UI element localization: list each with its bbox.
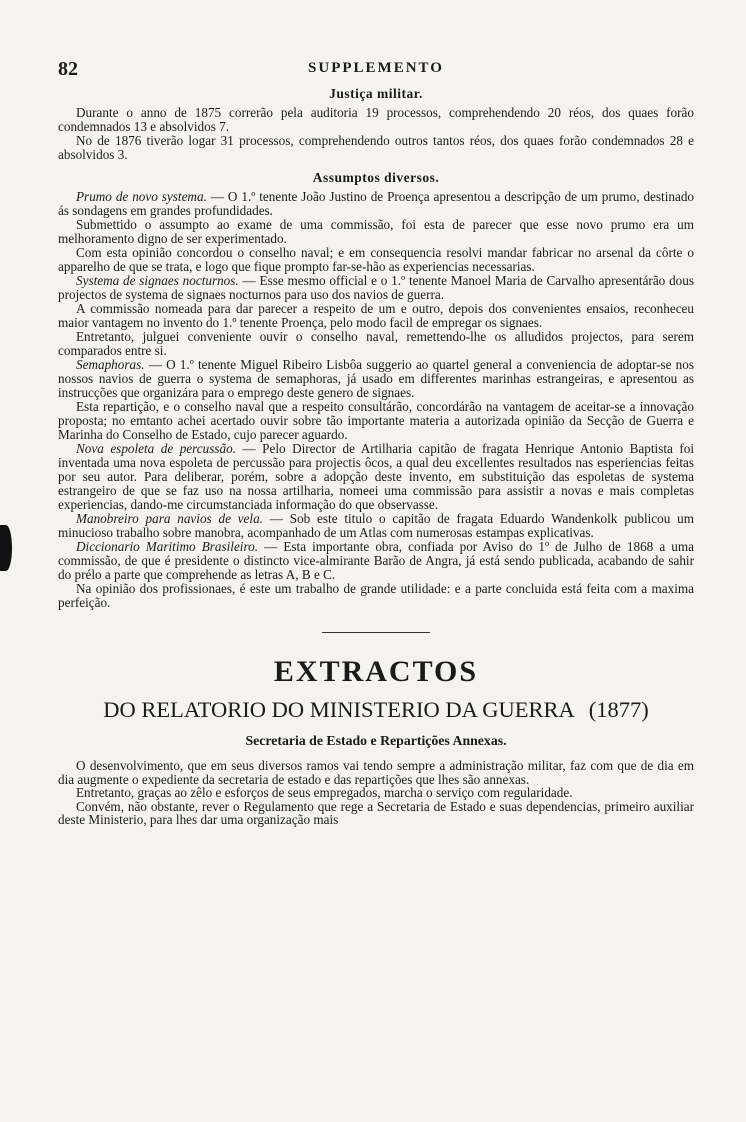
paragraph: Submettido o assumpto ao exame de uma commissão, foi esta de parecer que esse novo prumo era um melhoramento digno de ser experimentado. — [58, 217, 694, 246]
paragraph-lead: Prumo de novo systema. — [76, 189, 207, 204]
bleed-through-mark — [0, 525, 12, 571]
page-number: 82 — [58, 58, 78, 80]
paragraph — [58, 512, 694, 540]
paragraph-lead: Systema de signaes nocturnos. — [76, 273, 239, 288]
paragraph: Entretanto, julguei conveniente ouvir o conselho naval, remettendo-lhe os alludidos projectos, para serem comparados entre si. — [58, 329, 694, 358]
paragraph: Durante o anno de 1875 correrão pela auditoria 19 processos, comprehendendo 20 réos, dos quaes forão condemnados 13 e absolvidos 7. — [58, 105, 694, 134]
section-title-secretaria: Secretaria de Estado e Repartições Annexas. — [245, 733, 507, 748]
extractos-title: EXTRACTOS — [273, 655, 479, 688]
paragraph-text: — Esse mesmo official e o 1.º tenente Manoel Maria de Carvalho apresentárão dous projectos de systema de signaes nocturnos para uso dos navios de guerra. — [58, 273, 694, 302]
paragraph-lead: Semaphoras. — [76, 357, 145, 372]
paragraph-text: — Sob este titulo o capitão de fragata Eduardo Wandenkolk publicou um minucioso trabalho sobre manobra, acompanhado de um Atlas com numerosas estampas explicativas. — [58, 511, 694, 540]
paragraph-text: — Pelo Director de Artilharia capitão de fragata Henrique Antonio Baptista foi inventada uma nova espoleta de percussão para projectis ôcos, a qual deu excellentes resultados nas esperiencias feitas por seu autor. Para deliberar, porém, sobre a adopção deste invento, em substituição das espoletas de systema estrangeiro de que se faz uso na nossa artilharia, nomeei uma commissão para assistir a novas e mais completas experiencias, dando-me circumstanciada informação do que observasse. — [58, 441, 694, 512]
paragraph-lead: Diccionario Maritimo Brasileiro. — [76, 539, 258, 554]
page-header — [58, 58, 694, 82]
extractos-body — [58, 759, 694, 827]
section-title-justica: Justiça militar. — [329, 86, 423, 101]
report-title — [58, 697, 694, 723]
report-title-text: DO RELATORIO DO MINISTERIO DA GUERRA — [103, 697, 575, 722]
paragraph — [58, 190, 694, 218]
paragraph: O desenvolvimento, que em seus diversos ramos vai tendo sempre a administração militar, faz com que de dia em dia augmente o expediente da secretaria de estado e das repartições que lhes são annexas. — [58, 758, 694, 787]
paragraph-text: — O 1.º tenente Miguel Ribeiro Lisbôa suggerio ao quartel general a conveniencia de adoptar-se nos nossos navios de guerra o systema de semaphoras, já usado em differentes marinhas estrangeiras, e apresentou as instrucções que organizára para o emprego deste genero de signaes. — [58, 357, 694, 400]
paragraph: No de 1876 tiverão logar 31 processos, comprehendendo outros tantos réos, dos quaes forão condemnados 28 e absolvidos 3. — [58, 133, 694, 162]
paragraph-lead: Manobreiro para navios de vela. — [76, 511, 263, 526]
paragraph-lead: Nova espoleta de percussão. — [76, 441, 236, 456]
paragraph: Convém, não obstante, rever o Regulamento que rege a Secretaria de Estado e suas dependencias, primeiro auxiliar deste Ministerio, para lhes dar uma organização mais — [58, 798, 694, 828]
section-title-assumptos: Assumptos diversos. — [312, 170, 440, 185]
paragraph — [58, 442, 694, 512]
paragraph: A commissão nomeada para dar parecer a respeito de um e outro, depois dos convenientes ensaios, reconheceu maior vantagem no invento do 1.º tenente Proença, pelo modo facil de empregar os signaes. — [58, 301, 694, 330]
divider — [322, 632, 430, 633]
paragraph-text: — O 1.º tenente João Justino de Proença apresentou a descripção de um prumo, destinado ás sondagens em grandes profundidades. — [58, 189, 695, 218]
running-title: SUPPLEMENTO — [308, 60, 444, 76]
paragraph — [58, 274, 694, 302]
paragraph: Na opinião dos profissionaes, é este um trabalho de grande utilidade: e a parte concluida está feita com a maxima perfeição. — [58, 581, 694, 610]
paragraph: Esta repartição, e o conselho naval que a respeito consultárão, concordárão na vantagem de aceitar-se a innovação proposta; no emtanto achei acertado ouvir sobre tão importante materia a autorizada opinião da Secção de Guerra e Marinha do Conselho de Estado, cujo parecer aguardo. — [58, 399, 694, 442]
paragraph — [58, 540, 694, 582]
document-page — [58, 58, 694, 827]
paragraph — [58, 358, 694, 400]
paragraph-text: — Esta importante obra, confiada por Aviso do 1º de Julho de 1868 a uma commissão, de que é presidente o distincto vice-almirante Barão de Angra, já está sendo publicada, acabando de sahir do prélo a parte que comprehende as letras A, B e C. — [58, 539, 694, 582]
paragraph: Com esta opinião concordou o conselho naval; e em consequencia resolvi mandar fabricar no arsenal da côrte o apparelho de que se trata, e logo que fique prompto far-se-hão as experiencias necessarias. — [58, 245, 694, 274]
paragraph: Entretanto, graças ao zêlo e esforços de seus empregados, marcha o serviço com regularidade. — [76, 785, 573, 801]
report-year: (1877) — [588, 697, 649, 722]
